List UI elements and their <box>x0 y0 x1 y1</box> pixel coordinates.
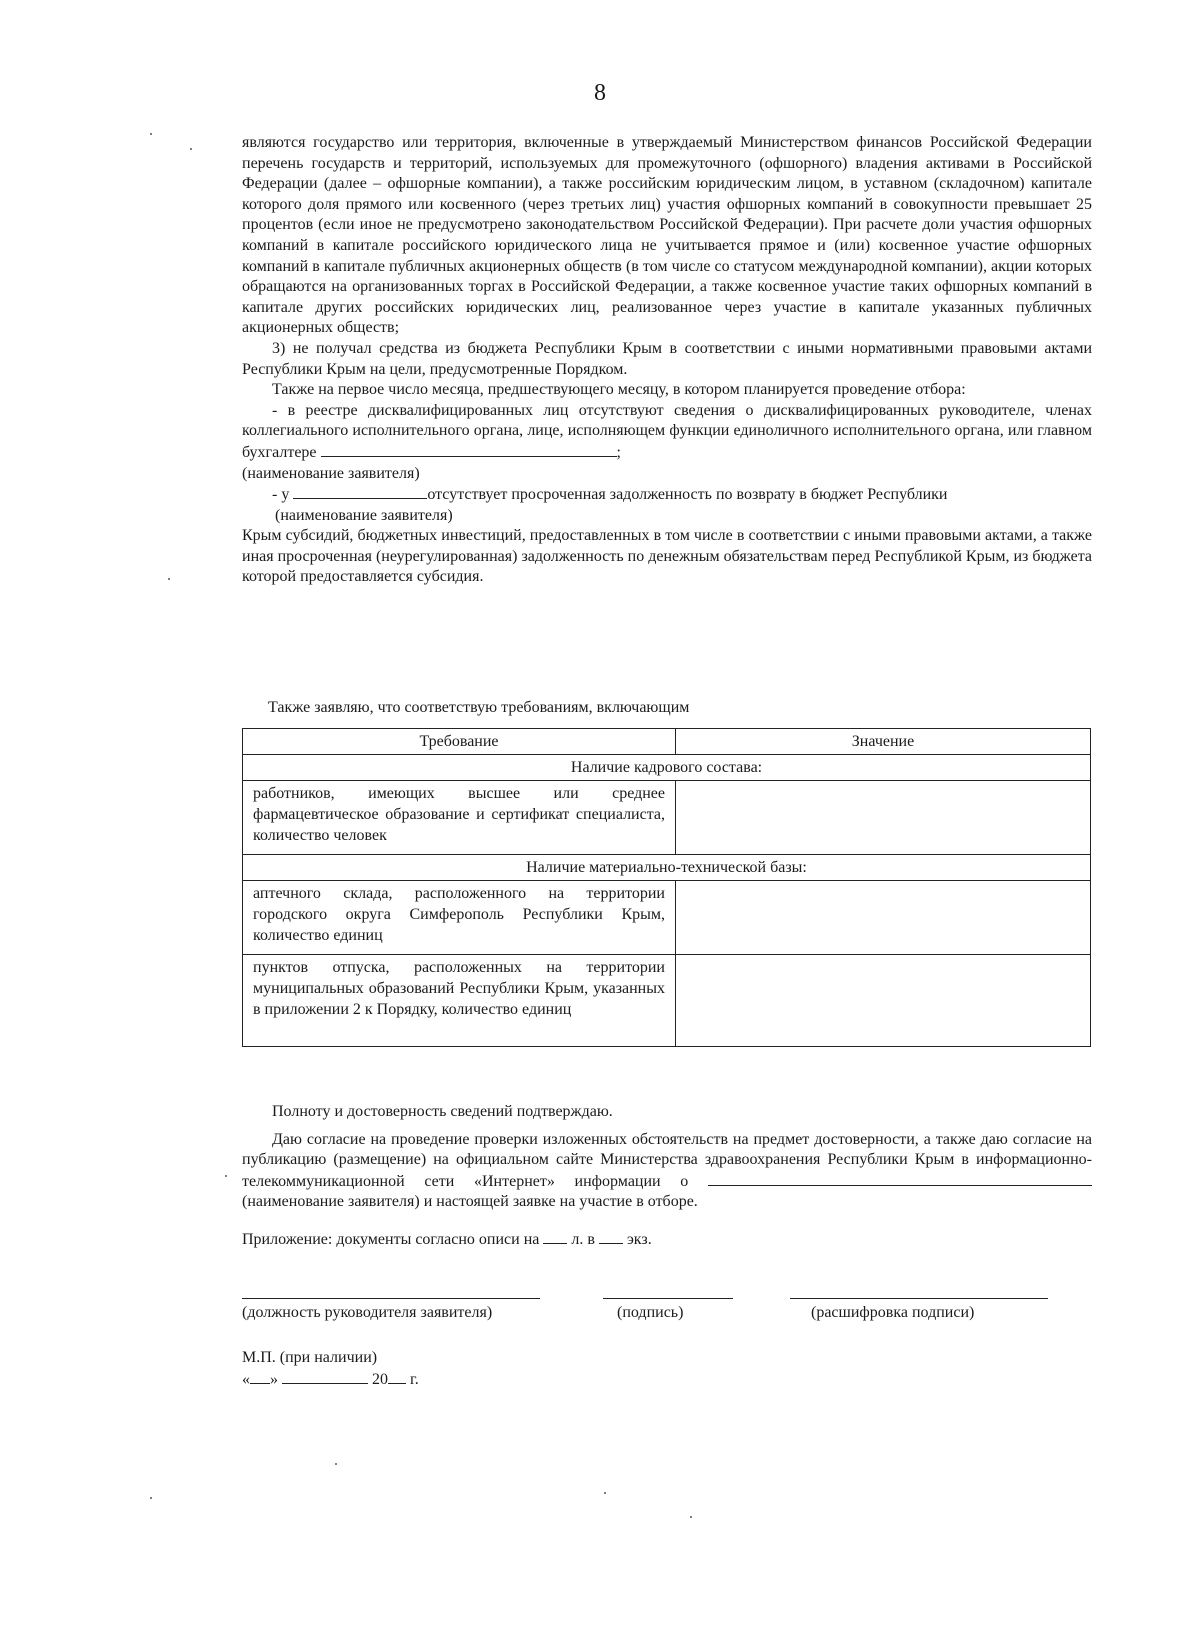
copies-blank[interactable] <box>599 1229 623 1244</box>
debt-prefix: - у <box>272 486 290 504</box>
year-prefix: 20 <box>372 1371 388 1388</box>
month-blank[interactable] <box>282 1369 368 1384</box>
value-cell[interactable] <box>676 955 1091 1047</box>
consent-caption: (наименование заявителя) <box>242 1193 420 1211</box>
section-row <box>243 755 1091 781</box>
requirement-cell: пунктов отпуска, расположенных на территории муниципальных образований Республики Крым, указанных в приложении 2 к Порядку, количество единиц <box>243 955 676 1047</box>
attachment-mid: л. в <box>571 1230 595 1248</box>
section-title-base: Наличие материально-технической базы: <box>243 855 1091 881</box>
requirements-table <box>242 728 1091 1047</box>
applicant-name-blank-1[interactable] <box>321 442 617 457</box>
paragraph-offshore: являются государство или территория, включенные в утверждаемый Министерством финансов Российской Федерации перечень государств и территорий, используемых для промежуточного (офшорного) владения активами в Российской Федерации (далее – офшорные компании), а также российским юридическим лицом, в уставном (складочном) капитале которого доля прямого или косвенного (через третьих лиц) участия офшорных компаний в совокупности превышает 25 процентов (если иное не предусмотрено законодательством Российской Федерации). При расчете доли участия офшорных компаний в капитале российского юридического лица не учитывается прямое и (или) косвенное участие офшорных компаний в капитале публичных акционерных обществ (в том числе со статусом международной компании), акции которых обращаются на организованных торгах в Российской Федерации, а также косвенное участие таких офшорных компаний в капитале других российских юридических лиц, реализованное через участие в капитале указанных публичных акционерных обществ; <box>242 134 1092 337</box>
requirement-cell: аптечного склада, расположенного на территории городского округа Симферополь Республики Крым, количество единиц <box>243 881 676 955</box>
disqualified-text: - в реестре дисквалифицированных лиц отсутствуют сведения о дисквалифицированных руководителе, членах коллегиального исполнительного органа, лице, исполняющем функции единоличного исполнительного органа, или главном бухгалтере <box>242 401 1092 461</box>
section-title-staff: Наличие кадрового состава: <box>243 755 1091 781</box>
value-cell[interactable] <box>676 781 1091 855</box>
attachment-end: экз. <box>626 1230 652 1248</box>
attachment-line <box>242 1229 1092 1251</box>
closing-section <box>242 1102 1092 1251</box>
table-intro: Также заявляю, что соответствую требованиям, включающим <box>268 699 690 716</box>
consent-text <box>242 1130 1092 1213</box>
header-value: Значение <box>676 729 1091 755</box>
page-number: 8 <box>594 80 606 106</box>
stamp-block <box>242 1347 419 1391</box>
paragraph-debt-cont: Крым субсидий, бюджетных инвестиций, предоставленных в том числе в соответствии с иными правовыми актами, а также иная просроченная (неурегулированная) задолженность по денежным обязательствам перед Республикой Крым, из бюджета которой предоставляется субсидия. <box>242 527 1092 586</box>
consent-tail: и настоящей заявке на участие в отборе. <box>423 1193 698 1211</box>
debt-main: отсутствует просроченная задолженность по возврату в бюджет Республики <box>427 486 948 504</box>
paragraph-disqualified <box>242 401 1092 464</box>
paragraph-item-3: 3) не получал средства из бюджета Республики Крым в соответствии с иными нормативными правовыми актами Республики Крым на цели, предусмотренные Порядком. <box>242 339 1092 378</box>
table-row <box>243 881 1091 955</box>
scan-speck <box>168 578 170 580</box>
date-line <box>242 1369 419 1391</box>
section-row <box>243 855 1091 881</box>
scan-speck <box>150 133 152 135</box>
scan-speck <box>190 148 192 150</box>
paragraph-debt-line <box>242 484 1092 506</box>
scan-speck <box>150 1497 152 1499</box>
confirm-text: Полноту и достоверность сведений подтверждаю. <box>272 1103 613 1120</box>
table-row <box>243 955 1091 1047</box>
applicant-caption-1: (наименование заявителя) <box>242 464 420 482</box>
applicant-caption-2: (наименование заявителя) <box>275 506 453 524</box>
year-blank[interactable] <box>388 1369 406 1384</box>
date-quote-close: » <box>270 1371 278 1388</box>
decoding-line[interactable] <box>790 1298 1048 1300</box>
paragraph-also: Также на первое число месяца, предшествующего месяцу, в котором планируется проведение отбора: <box>272 381 966 399</box>
stamp-place: М.П. (при наличии) <box>242 1349 378 1366</box>
value-cell[interactable] <box>676 881 1091 955</box>
scan-speck <box>604 1492 606 1494</box>
scan-speck <box>335 1463 337 1465</box>
consent-main: Даю согласие на проведение проверки изложенных обстоятельств на предмет достоверности, а также даю согласие на публикацию (размещение) на официальном сайте Министерства здравоохранения Республики Крым в информационно-телекоммуникационной сети «Интернет» информации о <box>242 1130 1092 1190</box>
requirement-cell: работников, имеющих высшее или среднее фармацевтическое образование и сертификат специалиста, количество человек <box>243 781 676 855</box>
signature-caption: (подпись) <box>617 1304 684 1321</box>
day-blank[interactable] <box>250 1369 270 1384</box>
table-header-row <box>243 729 1091 755</box>
table-row <box>243 781 1091 855</box>
signature-line[interactable] <box>603 1298 733 1300</box>
scan-speck <box>225 1175 227 1177</box>
header-requirement: Требование <box>243 729 676 755</box>
sheets-blank[interactable] <box>543 1229 567 1244</box>
applicant-name-blank-3[interactable] <box>708 1171 1092 1186</box>
disqualified-end: ; <box>616 443 621 461</box>
decoding-caption: (расшифровка подписи) <box>811 1304 975 1321</box>
date-quote-open: « <box>242 1371 250 1388</box>
attachment-text: Приложение: документы согласно описи на <box>242 1230 540 1248</box>
position-line[interactable] <box>242 1298 540 1300</box>
document-body <box>242 133 1092 588</box>
scan-speck <box>690 1516 692 1518</box>
year-suffix: г. <box>410 1371 419 1388</box>
applicant-name-blank-2[interactable] <box>293 484 427 499</box>
position-caption: (должность руководителя заявителя) <box>242 1304 493 1321</box>
